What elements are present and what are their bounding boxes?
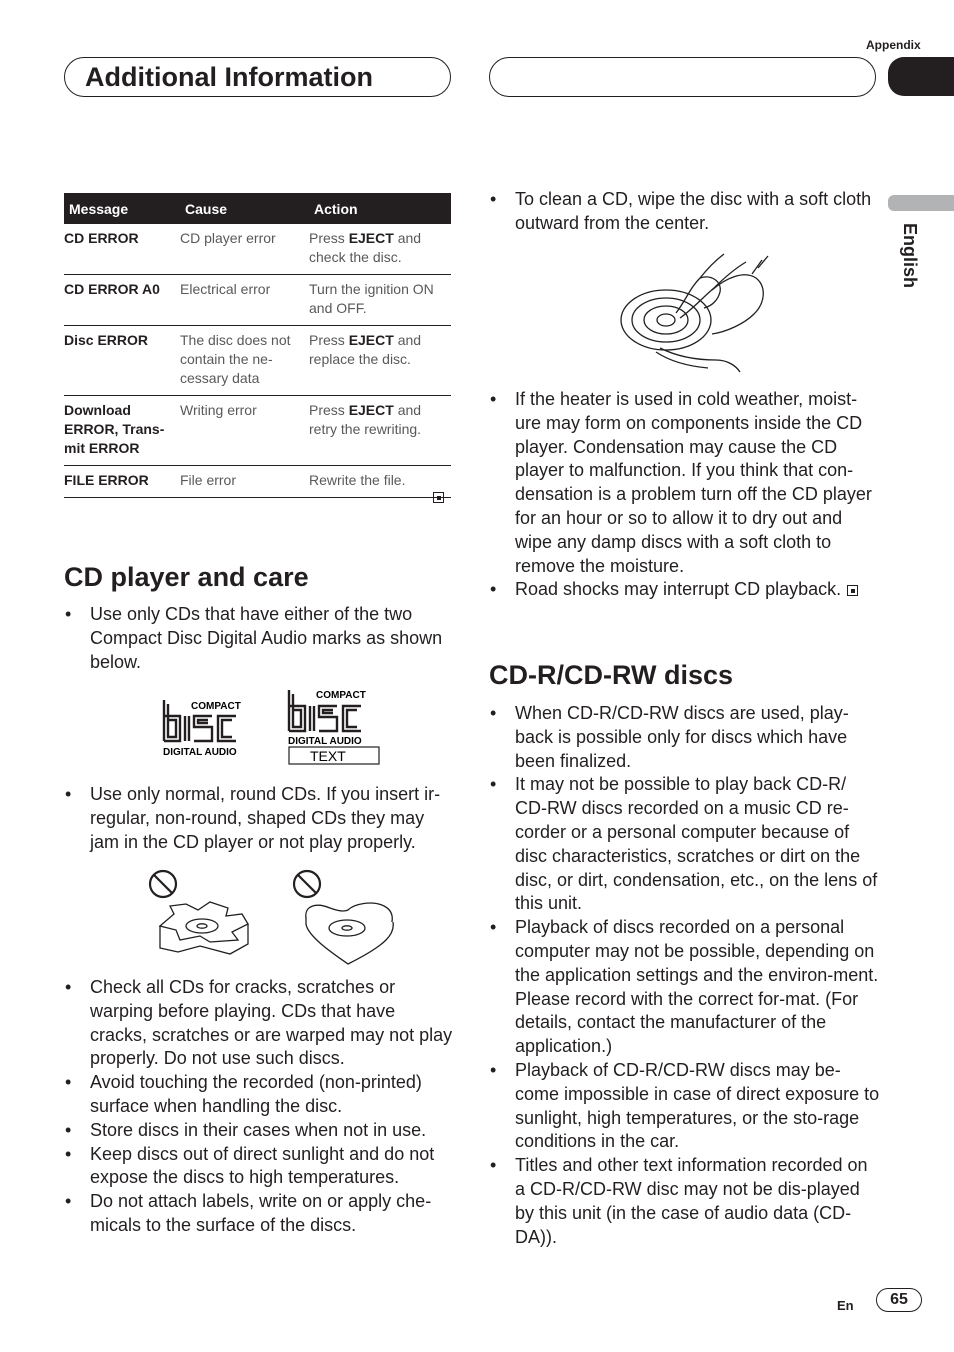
action-cell bbox=[309, 224, 451, 275]
list-item bbox=[489, 916, 881, 1059]
message-cell: Download ERROR, Trans-mit ERROR bbox=[64, 396, 180, 466]
action-text: Press bbox=[309, 402, 349, 418]
action-text: Rewrite the file. bbox=[309, 472, 406, 488]
page-number: 65 bbox=[876, 1288, 922, 1312]
list-item-text: Titles and other text information recorded on a CD-R/CD-RW disc may not be dis-played by this unit (in the case of audio data (CD-DA)). bbox=[515, 1155, 868, 1247]
empty-header-pill bbox=[489, 57, 876, 97]
action-key: EJECT bbox=[348, 402, 394, 418]
table-row bbox=[64, 466, 451, 498]
action-text: and replace the disc. bbox=[309, 332, 422, 367]
action-cell bbox=[309, 466, 451, 498]
cleaning-list bbox=[489, 188, 881, 236]
prohibited-icon bbox=[150, 871, 176, 897]
message-cell: Disc ERROR bbox=[64, 326, 180, 396]
cdr-list bbox=[489, 702, 881, 1249]
action-key: EJECT bbox=[348, 332, 394, 348]
list-item-text: Use only normal, round CDs. If you insert ir-regular, non-round, shaped CDs they may jam in the CD player or not play properly. bbox=[90, 784, 441, 852]
header-action: Action bbox=[309, 193, 451, 224]
list-item-text: If the heater is used in cold weather, moist-ure may form on components inside the CD player. Condensation may cause the CD player to malfunction. If you think that con-densation is a problem turn off the CD player for an hour or so to allow it to dry out and wipe any damp discs with a soft cloth to remove the moisture. bbox=[515, 389, 872, 576]
language-tab-marker bbox=[888, 195, 954, 211]
list-item-text: Playback of discs recorded on a personal computer may not be possible, depending on the application settings and the environ-ment. Please record with the correct for-mat. (For details, contact the manufacturer of the application.) bbox=[515, 917, 879, 1057]
list-item-text: It may not be possible to play back CD-R/ CD-RW discs recorded on a music CD re-corder or a personal computer because of disc characteristics, scratches or dirt on the disc, or dirt, condensation, etc., on the lens of this unit. bbox=[515, 774, 878, 914]
action-text: Press bbox=[309, 332, 349, 348]
list-item-text: Do not attach labels, write on or apply che-micals to the surface of the discs. bbox=[90, 1191, 432, 1235]
list-item bbox=[489, 702, 881, 773]
svg-text:COMPACT: COMPACT bbox=[316, 690, 366, 701]
message-cell: FILE ERROR bbox=[64, 466, 180, 498]
section-title: Additional Information bbox=[85, 62, 373, 92]
cd-care-heading: CD player and care bbox=[64, 562, 309, 592]
cd-care-list-c bbox=[64, 976, 456, 1238]
list-item-text: Check all CDs for cracks, scratches or warping before playing. CDs that have cracks, scratches or are warped may not play properly. Do not use such discs. bbox=[90, 977, 453, 1069]
action-text: and retry the rewriting. bbox=[309, 402, 422, 437]
chapter-tab bbox=[888, 57, 954, 96]
list-item bbox=[64, 1119, 456, 1143]
irregular-shaped-disc bbox=[160, 902, 248, 954]
error-message-table bbox=[64, 193, 451, 498]
table-row bbox=[64, 224, 451, 275]
list-item-text: When CD-R/CD-RW discs are used, play-back is possible only for discs which have been finalized. bbox=[515, 703, 849, 771]
list-item bbox=[489, 188, 881, 236]
list-item-text: Store discs in their cases when not in use. bbox=[90, 1119, 427, 1140]
list-item bbox=[64, 783, 456, 854]
section-title-pill bbox=[64, 57, 451, 97]
end-mark bbox=[847, 585, 858, 596]
action-cell bbox=[309, 396, 451, 466]
message-cell: CD ERROR bbox=[64, 224, 180, 275]
list-item bbox=[64, 1071, 456, 1119]
svg-text:DIGITAL AUDIO: DIGITAL AUDIO bbox=[163, 747, 237, 758]
svg-text:TEXT: TEXT bbox=[310, 748, 346, 764]
action-text: Press bbox=[309, 230, 349, 246]
list-item bbox=[489, 1154, 881, 1249]
list-item-text: Keep discs out of direct sunlight and do not expose the discs to high temperatures. bbox=[90, 1143, 435, 1188]
list-item-text: Use only CDs that have either of the two Compact Disc Digital Audio marks as shown below. bbox=[90, 604, 443, 672]
compact-disc-digital-audio-text-logo bbox=[288, 690, 379, 764]
list-item bbox=[489, 388, 881, 578]
list-item-text: Road shocks may interrupt CD playback. bbox=[515, 579, 842, 600]
list-item bbox=[489, 1059, 881, 1154]
message-cell: CD ERROR A0 bbox=[64, 275, 180, 326]
svg-text:COMPACT: COMPACT bbox=[191, 701, 241, 712]
cdr-heading: CD-R/CD-RW discs bbox=[489, 660, 734, 690]
action-key: EJECT bbox=[348, 230, 394, 246]
footer-language: En bbox=[837, 1298, 854, 1313]
list-item-text: Playback of CD-R/CD-RW discs may be-come impossible in case of direct exposure to sunlight, high temperatures, or the sto-rage conditions in the car. bbox=[515, 1059, 880, 1152]
cause-cell: Electrical error bbox=[180, 275, 309, 326]
list-item bbox=[64, 603, 456, 674]
cause-cell: The disc does not contain the ne-cessary data bbox=[180, 326, 309, 396]
table-row bbox=[64, 275, 451, 326]
language-tab-label: English bbox=[900, 223, 920, 289]
list-item bbox=[489, 578, 881, 602]
list-item bbox=[64, 976, 456, 1071]
svg-text:DIGITAL AUDIO: DIGITAL AUDIO bbox=[288, 736, 362, 747]
irregular-disc-illustration bbox=[140, 866, 400, 966]
cd-care-list-a bbox=[64, 603, 456, 674]
compact-disc-digital-audio-logo bbox=[163, 700, 241, 758]
list-item-text: To clean a CD, wipe the disc with a soft cloth outward from the center. bbox=[515, 189, 872, 233]
list-item bbox=[489, 773, 881, 916]
end-mark bbox=[433, 489, 444, 507]
cause-cell: File error bbox=[180, 466, 309, 498]
disc-cleaning-illustration bbox=[616, 248, 776, 373]
condensation-list bbox=[489, 388, 881, 602]
action-text: and check the disc. bbox=[309, 230, 422, 265]
list-item bbox=[64, 1143, 456, 1191]
appendix-label: Appendix bbox=[866, 38, 921, 52]
header-cause: Cause bbox=[180, 193, 309, 224]
heart-shaped-disc bbox=[306, 903, 393, 964]
table-row bbox=[64, 326, 451, 396]
compact-disc-logos bbox=[158, 686, 388, 770]
prohibited-icon bbox=[294, 871, 320, 897]
cause-cell: Writing error bbox=[180, 396, 309, 466]
list-item-text: Avoid touching the recorded (non-printed) surface when handling the disc. bbox=[90, 1072, 422, 1116]
header-message: Message bbox=[64, 193, 180, 224]
action-cell bbox=[309, 275, 451, 326]
table-header-row bbox=[64, 193, 451, 224]
cd-care-list-b bbox=[64, 783, 456, 854]
action-text: Turn the ignition ON and OFF. bbox=[309, 281, 434, 316]
list-item bbox=[64, 1190, 456, 1238]
action-cell bbox=[309, 326, 451, 396]
table-row bbox=[64, 396, 451, 466]
cause-cell: CD player error bbox=[180, 224, 309, 275]
